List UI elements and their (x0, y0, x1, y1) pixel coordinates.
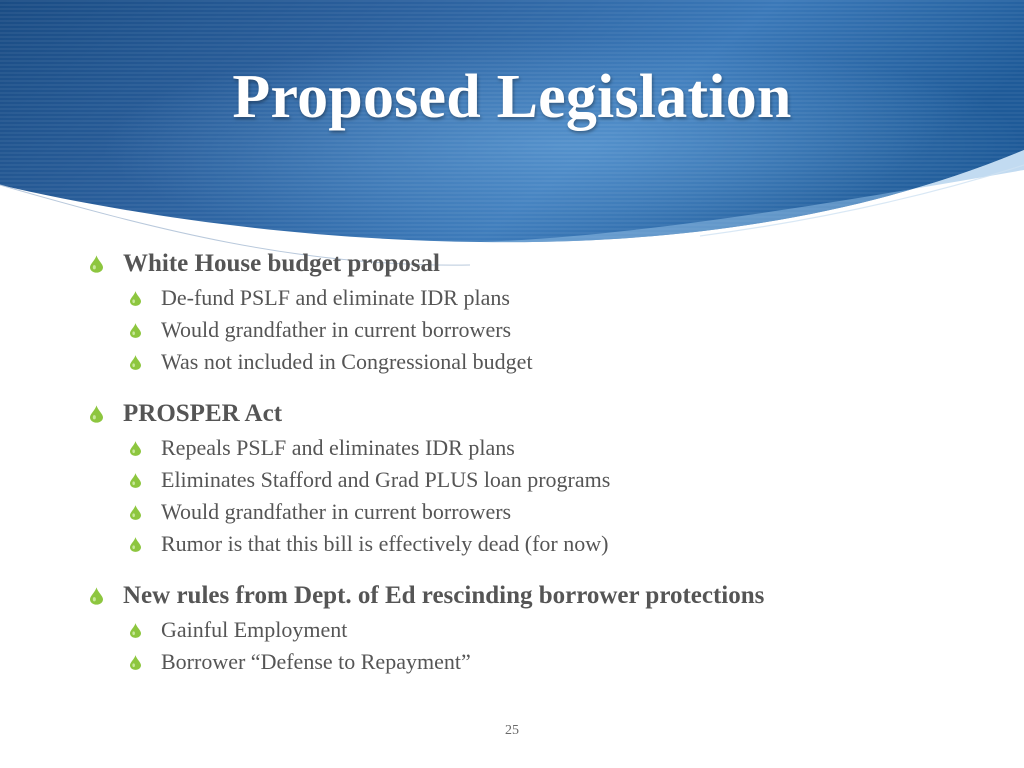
drop-bullet-icon (130, 623, 141, 638)
drop-bullet-icon (90, 255, 103, 273)
bullet-group (90, 578, 990, 678)
bullet-heading (90, 246, 990, 282)
drop-bullet-icon (130, 355, 141, 370)
page-number: 25 (505, 723, 519, 738)
sub-bullet (90, 346, 990, 378)
sub-bullet-text: Gainful Employment (161, 617, 348, 642)
sub-bullet (90, 496, 990, 528)
drop-bullet-icon (90, 405, 103, 423)
sub-bullet (90, 646, 990, 678)
drop-bullet-icon (130, 291, 141, 306)
sub-bullet-text: Eliminates Stafford and Grad PLUS loan programs (161, 467, 611, 492)
sub-bullet (90, 314, 990, 346)
bullet-heading-text: White House budget proposal (123, 250, 440, 277)
sub-bullet-text: Would grandfather in current borrowers (161, 317, 512, 342)
drop-bullet-icon (130, 473, 141, 488)
sub-bullet-text: Borrower “Defense to Repayment” (161, 649, 471, 674)
drop-bullet-icon (130, 655, 141, 670)
sub-bullet (90, 282, 990, 314)
sub-bullet-text: De-fund PSLF and eliminate IDR plans (161, 285, 510, 310)
bullet-heading-text: PROSPER Act (123, 400, 283, 427)
bullet-heading-text: New rules from Dept. of Ed rescinding borrower protections (123, 582, 765, 609)
drop-bullet-icon (90, 587, 103, 605)
header-background (0, 0, 1024, 270)
bullet-heading (90, 396, 990, 432)
drop-bullet-icon (130, 323, 141, 338)
sub-bullet (90, 464, 990, 496)
sub-bullet-text: Was not included in Congressional budget (161, 349, 533, 374)
bullet-content (90, 246, 990, 696)
sub-bullet (90, 614, 990, 646)
drop-bullet-icon (130, 505, 141, 520)
sub-bullet (90, 528, 990, 560)
bullet-group (90, 246, 990, 378)
sub-bullet-text: Repeals PSLF and eliminates IDR plans (161, 435, 515, 460)
sub-bullet (90, 432, 990, 464)
bullet-heading (90, 578, 990, 614)
sub-bullet-text: Would grandfather in current borrowers (161, 499, 512, 524)
drop-bullet-icon (130, 537, 141, 552)
bullet-group (90, 396, 990, 560)
slide-title: Proposed Legislation (232, 63, 792, 131)
drop-bullet-icon (130, 441, 141, 456)
sub-bullet-text: Rumor is that this bill is effectively dead (for now) (161, 531, 609, 556)
